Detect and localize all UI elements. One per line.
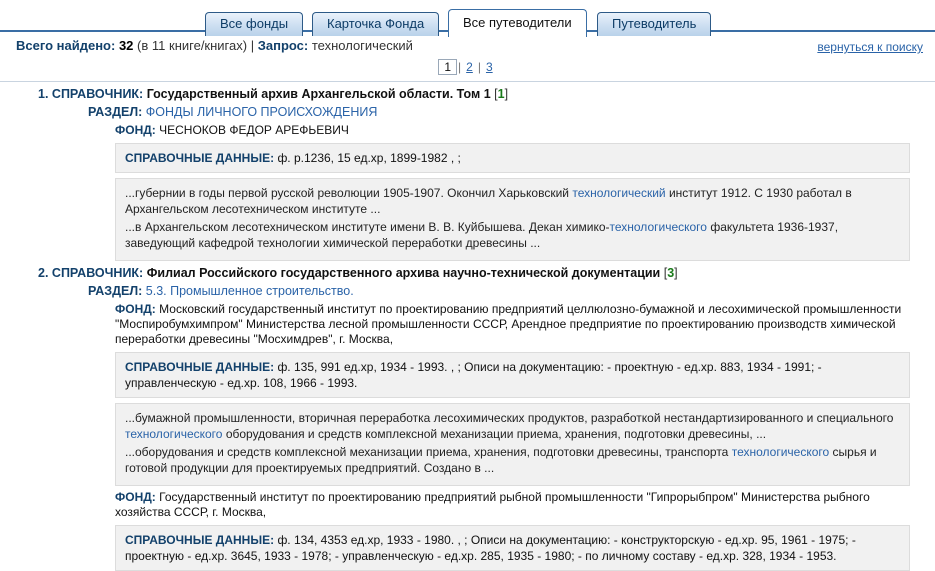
reference-data-value: ф. р.1236, 15 ед.хр, 1899-1982 , ;	[277, 151, 461, 165]
fond-row	[0, 486, 935, 520]
snippet-text: ...оборудования и средств комплексной механизации приема, хранения, подготовки древесины, транспорта	[125, 445, 732, 459]
snippet-highlight: технологического	[609, 220, 707, 234]
pagination	[0, 56, 935, 81]
summary-separator: |	[250, 38, 255, 53]
reference-data-value: ф. 135, 991 ед.хр, 1934 - 1993. , ; Описи на документацию: - проектную - ед.хр. 883, 1934 - 1991; - управленческую - ед.хр. 108, 1966 - 1993.	[125, 360, 822, 390]
reference-data-box	[115, 525, 910, 571]
reference-data-label: СПРАВОЧНЫЕ ДАННЫЕ:	[125, 360, 275, 374]
snippet-text: ...губернии в годы первой русской революции 1905-1907. Окончил Харьковский	[125, 186, 573, 200]
result-title[interactable]	[0, 266, 935, 280]
found-count: 32	[118, 38, 134, 53]
snippet-text: сырья и готовой продукции для проектируемых предприятий. Создано в ...	[125, 445, 877, 475]
tab-guide[interactable]: Путеводитель	[597, 12, 711, 36]
result-count: 1	[497, 87, 505, 101]
tab-fund-card[interactable]: Карточка Фонда	[312, 12, 439, 36]
snippet-box	[115, 403, 910, 486]
fond-label: ФОНД:	[115, 123, 156, 137]
result-index: 2.	[38, 266, 49, 280]
tab-all-guides[interactable]: Все путеводители	[448, 9, 587, 37]
snippet-highlight: технологического	[731, 445, 830, 459]
tab-bar	[0, 0, 935, 31]
snippet	[125, 219, 900, 251]
section-value[interactable]: 5.3. Промышленное строительство.	[145, 284, 354, 298]
section-row	[0, 101, 935, 119]
reference-data-value: ф. 134, 4353 ед.хр, 1933 - 1980. , ; Описи на документацию: - конструкторскую - ед.хр. 95, 1961 - 1975; - проектную - ед.хр. 3645, 1933 - 1978; - управленческую - ед.хр. 285, 1935 - 1980; - по личному составу - ед.хр. 328, 1934 - 1953.	[125, 533, 856, 563]
result-name[interactable]: Филиал Российского государственного архива научно-технической документации	[146, 266, 661, 280]
snippet-box	[115, 178, 910, 261]
result-count: 3	[667, 266, 675, 280]
result-title[interactable]	[0, 87, 935, 101]
result-item	[0, 261, 935, 571]
fond-label: ФОНД:	[115, 302, 156, 316]
snippet-text: ...в Архангельском лесотехническом институте имени В. В. Куйбышева. Декан химико-	[125, 220, 610, 234]
snippet-text: факультета 1936-1937, заведующий кафедрой технологии химической переработки древесины ...	[125, 220, 839, 250]
snippet-text: оборудования и средств комплексной механизации приема, хранения, подготовки древесины, ...	[222, 427, 767, 441]
snippet-text: ...бумажной промышленности, вторичная переработка лесохимических продуктов, разработкой нестандартизированного и специального	[125, 411, 894, 425]
tab-all-funds[interactable]: Все фонды	[205, 12, 303, 36]
found-label: Всего найдено:	[16, 38, 116, 53]
reference-data-label: СПРАВОЧНЫЕ ДАННЫЕ:	[125, 533, 275, 547]
result-name[interactable]: Государственный архив Архангельской области. Том 1	[146, 87, 491, 101]
snippet	[125, 444, 900, 476]
snippet-text: институт 1912. С 1930 работал в Архангельском лесотехническом институте ...	[125, 186, 852, 216]
result-index: 1.	[38, 87, 49, 101]
result-kind-label: СПРАВОЧНИК:	[51, 266, 144, 280]
result-count-close: ]	[504, 87, 509, 101]
fond-row	[0, 298, 935, 347]
reference-data-box	[115, 352, 910, 398]
reference-data-box	[115, 143, 910, 173]
result-count-open: [	[494, 87, 498, 101]
page-1[interactable]: 1	[438, 59, 457, 75]
page-3[interactable]: 3	[485, 60, 493, 74]
fond-value: ЧЕСНОКОВ ФЕДОР АРЕФЬЕВИЧ	[159, 123, 349, 137]
result-item	[0, 82, 935, 261]
result-kind-label: СПРАВОЧНИК:	[51, 87, 144, 101]
snippet-highlight: технологический	[572, 186, 666, 200]
pager-sep-1: |	[458, 60, 462, 74]
results-list	[0, 82, 935, 571]
fond-label: ФОНД:	[115, 490, 156, 504]
section-row	[0, 280, 935, 298]
fond-value: Государственный институт по проектированию предприятий рыбной промышленности "Гипрорыбпром" Министерства рыбного хозяйства СССР, г. Москва,	[115, 490, 870, 519]
back-to-search-link[interactable]: вернуться к поиску	[817, 40, 923, 54]
fond-row	[0, 119, 935, 138]
result-count-close: ]	[674, 266, 678, 280]
page-2[interactable]: 2	[466, 60, 473, 74]
query-value: технологический	[311, 38, 413, 53]
query-label: Запрос:	[257, 38, 309, 53]
section-label: РАЗДЕЛ:	[88, 284, 143, 298]
section-value[interactable]: ФОНДЫ ЛИЧНОГО ПРОИСХОЖДЕНИЯ	[145, 105, 378, 119]
fond-value: Московский государственный институт по проектированию предприятий целлюлозно-бумажной и лесохимической промышленности "Моспиробумхимпром" Министерства лесной промышленности СССР, Арендное предприятие по проектированию производств химической переработки древесины "Мосхимдрев", г. Москва,	[115, 302, 902, 346]
found-in-books: (в 11 книге/книгах)	[137, 38, 248, 53]
reference-data-label: СПРАВОЧНЫЕ ДАННЫЕ:	[125, 151, 275, 165]
snippet-highlight: технологического	[125, 427, 223, 441]
section-label: РАЗДЕЛ:	[88, 105, 143, 119]
result-count-open: [	[663, 266, 668, 280]
snippet	[125, 410, 900, 442]
snippet	[125, 185, 900, 217]
pager-sep-2: |	[477, 60, 481, 74]
